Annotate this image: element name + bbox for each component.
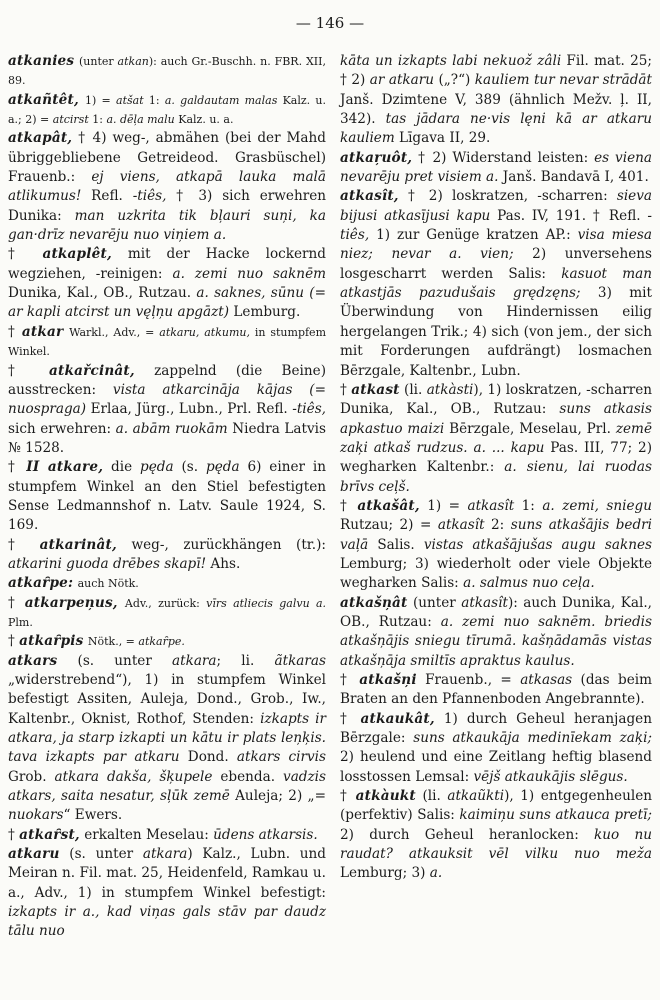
dictionary-entry: † II atkare, die pęda (s. pęda 6) einer in stumpfem Winkel an den Stiel befestigten Sense Ledmannshof n. Latv. Saule 1924, S. 169. — [8, 459, 326, 534]
dictionary-entry: † atkaplêt, mit der Hacke lockernd wegziehen, -reinigen: a. zemi nuo saknēm Dunika, Kal., OB., Rutzau. a. saknes, sūnu (= ar kapli atcirst un vęļņu apgāzt) Lemburg. — [8, 246, 327, 321]
dictionary-entry: † atkarpeņus, Adv., zurück: vīrs atliecis galvu a. Plm. — [8, 594, 327, 629]
dictionary-entry: † atkaȓst, erkalten Meselau: ūdens atkarsis. — [8, 826, 318, 843]
dictionary-entry: † atkar Warkl., Adv., = atkaru, atkumu, in stumpfem Winkel. — [8, 323, 327, 359]
dictionary-entry: atkañtêt, 1) = atšat 1: a. galdautam malas Kalz. u. a.; 2) = atcirst 1: a. dēļa malu Kalz. u. a. — [8, 91, 327, 127]
dictionary-entry: atkaŗuôt, † 2) Widerstand leisten: es viena nevarēju pret visiem a. Janš. Bandavā I, 401. — [340, 149, 652, 186]
dictionary-entry: † atkast (li. atkàsti), 1) loskratzen, -scharren Dunika, Kal., OB., Rutzau: suns atkasis apkastuo maizi Bērzgale, Meselau, Prl. zemē zaķi atkaš rudzus. a. ... kapu Pas. III, 77; 2) wegharken Kaltenbr.: a. sienu, lai ruodas brīvs ceļš. — [340, 381, 652, 495]
dictionary-entry: † atkarinât, weg-, zurückhängen (tr.): atkarini guoda drēbes skapī! Ahs. — [8, 536, 327, 572]
dictionary-entry: atkaȓpe: auch Nötk. — [8, 575, 139, 592]
dictionary-entry: atkapât, † 4) weg-, abmähen (bei der Mahd übriggebliebene Getreideod. Grasbüschel) Frauenb.: ej viens, atkapā lauka malā atlikumus! Refl. -tiês, † 3) sich erwehren Dunika: man uzkrita tik bļauri suņi, ka gan·drīz nevarēju nuo viņiem a. — [8, 130, 326, 244]
dictionary-entry: † atkašņi Frauenb., = atkasas (das beim Braten an den Pfannenboden Angebrannte). — [340, 672, 653, 708]
left-column — [8, 52, 326, 942]
dictionary-entry: † atkaȓpis Nötk., = atkaȓpe. — [8, 633, 185, 650]
dictionary-entry: † atkařcinât, zappelnd (die Beine) ausstrecken: vista atkarcināja kājas (= nuospraga) Erlaa, Jürg., Lubn., Prl. Refl. -tiês, sich erwehren: a. abām ruokām Niedra Latvis № 1528. — [8, 362, 326, 456]
dictionary-entry: † atkašât, 1) = atkasît 1: a. zemi, sniegu Rutzau; 2) = atkasît 2: suns atkašājis bedri vaļā Salis. vistas atkašājušas augu saknes Lemburg; 3) wiederholt oder viele Objekte wegharken Salis: a. salmus nuo ceļa. — [340, 497, 653, 592]
dictionary-entry: atkanies (unter atkan): auch Gr.-Buschh. n. FBR. XII, 89. — [8, 53, 326, 88]
right-column — [340, 52, 652, 884]
dictionary-entry: † atkaukât, 1) durch Geheul heranjagen Bērzgale: suns atkaukāja medinīekam zaķi; 2) heulend und eine Zeitlang heftig blasend losstossen Lemsal: vējš atkaukājis slēgus. — [340, 710, 653, 785]
dictionary-entry: kāta un izkapts labi nekuož zâli Fil. mat. 25; † 2) ar atkaru („?“) kauliem tur nevar strādāt Janš. Dzimtene V, 389 (ähnlich Mežv. ļ. II, 342). tas jādara ne·vis lęni kā ar atkaru kauliem Līgava II, 29. — [340, 53, 652, 147]
dictionary-entry: atkars (s. unter atkara; li. ãtkaras „widerstrebend“), 1) in stumpfem Winkel befestigt Assiten, Auleja, Dond., Grob., Iw., Kaltenbr., Oknist, Rothof, Stenden: izkapts ir atkara, ja starp izkapti un kātu ir plats leņķis. tava izkapts par atkaru Dond. atkars cirvis Grob. atkara dakša, šķupele ebenda. vadzis atkars, saita nesatur, sļūk zemē Auleja; 2) „= nuokars“ Ewers. — [8, 652, 326, 824]
dictionary-entry: atkaru (s. unter atkara) Kalz., Lubn. und Meiran n. Fil. mat. 25, Heidenfeld, Ramkau u. a., Adv., 1) in stumpfem Winkel befestigt: izkapts ir a., kad viņas gals stāv par daudz tālu nuo — [8, 846, 326, 940]
dictionary-entry: † atkàukt (li. atkaũkti), 1) entgegenheulen (perfektiv) Salis: kaimiņu suns atkauca pretī; 2) durch Geheul heranlocken: kuo nu raudat? atkauksit vēl vilku nuo meža Lemburg; 3) a. — [340, 788, 652, 882]
page-number-header: — 146 — — [295, 14, 365, 32]
dictionary-entry: atkasît, † 2) loskratzen, -scharren: sieva bijusi atkasījusi kapu Pas. IV, 191. † Refl. -tiês, 1) zur Genüge kratzen AP.: visa miesa niez; nevar a. vien; 2) unversehens losgescharrt werden Salis: kasuot man atkastjās pazudušais grędzęns; 3) mit Überwindung von Hindernissen eilig hergelangen Trik.; 4) sich (von jem., der sich mit Forderungen aufdrängt) losmachen Bērzgale, Kaltenbr., Lubn. — [340, 188, 653, 379]
dictionary-entry: atkašņât (unter atkasît): auch Dunika, Kal., OB., Rutzau: a. zemi nuo saknēm. briedis atkašņājis sniegu tīrumā. kašņādamās vistas atkašņāja smiltīs apraktus kaulus. — [340, 594, 652, 669]
